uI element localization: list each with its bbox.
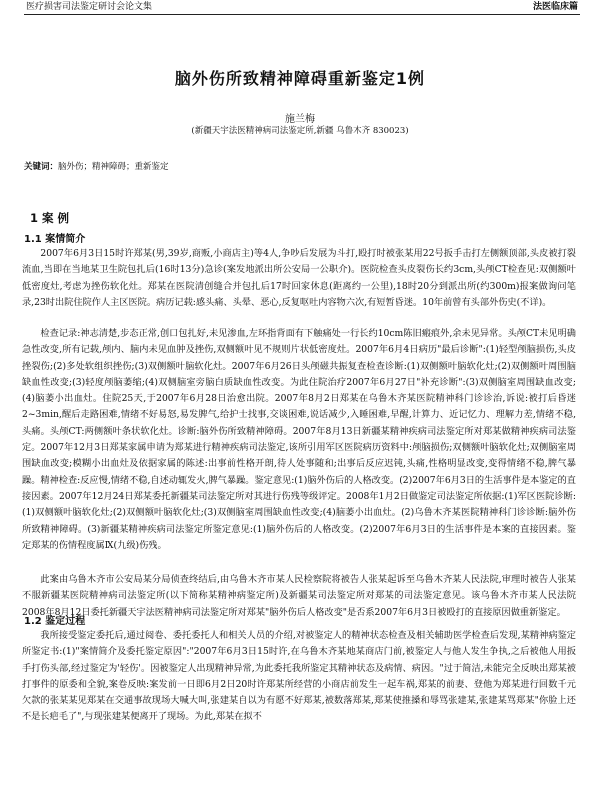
author-affiliation: (新疆天宇法医精神病司法鉴定所,新疆 乌鲁木齐 830023) <box>191 126 409 136</box>
keywords-line <box>24 160 576 172</box>
subsection-heading-process: 1.2 鉴定过程 <box>24 616 86 627</box>
author-name: 施兰梅 <box>285 114 315 125</box>
paragraph-2: 检查记录:神志清楚,步态正常,创口包扎好,未见渗血,左环指背面有下触痛处一行长约10cm陈旧瘢痕外,余未见异常。头颅CT未见明确急性改变,所有记载,颅内、脑内未见血肿及挫伤,双侧额叶见不规则片状低密度灶。2007年6月4日病历"最后诊断":(1)轻型颅脑损伤,头皮挫裂伤;(2)多处软组织挫伤;(3)双侧额叶脑软化灶。2007年6月26日头颅磁共振复查检查诊断:(1)双侧额叶脑软化灶;(2)双侧额叶周围脑缺血性改变;(3)轻度颅脑萎缩;(4)双侧脑室旁脑白质缺血性改变。为此住院治疗2007年6月27日"补充诊断":(3)双侧脑室周围缺血改变;(4)脑萎小出血灶。住院25天,于2007年6月28日治愈出院。2007年8月2日郑某在乌鲁木齐某医院精神科门诊诊治,诉说:被打后昏迷2~3min,醒后走路困难,情绪不好易怒,易发脾气,给护士找事,交谈困难,说话减少,入睡困难,早醒,计算力、近记忆力、理解力差,情绪不稳,头痛。头颅CT:两侧额叶条状软化灶。诊断:脑外伤所致精神障碍。2007年8月13日新疆某精神疾病司法鉴定所对郑某做精神疾病司法鉴定。2007年12月3日郑某家属申请为郑某进行精神疾病司法鉴定,该所引用军区医院病历资料中:颅脑损伤;双侧额叶脑软化灶;双侧脑室周围缺血改变;模糊小出血灶及依据家属的陈述:出事前性格开朗,待人处事随和;出事后反应迟钝,头痛,性格明显改变,变得情绪不稳,脾气暴躁。精神检查:反应慢,情绪不稳,自述动辄发火,脾气暴躁。鉴定意见:(1)脑外伤后的人格改变。(2)2007年6月3日的生活事件是本鉴定的直接因素。2007年12月24日郑某委托新疆某司法鉴定所对其进行伤残等级评定。2008年1月2日做鉴定司法鉴定所依据:(1)军区医院诊断:(1)双侧额叶脑软化灶;(2)双侧额叶脑软化灶;(3)双侧脑室周围缺血性改变;(4)脑萎小出血灶。(2)乌鲁木齐某医院精神科门诊诊断:脑外伤所致精神障碍。(3)新疆某精神疾病司法鉴定所鉴定意见:(1)脑外伤后的人格改变。(2)2007年6月3日的生活事件是本案的直接因素。鉴定郑某的伤情程度属Ⅸ(九级)伤残。 <box>22 328 576 551</box>
running-header <box>24 2 580 15</box>
section-name: 法医临床篇 <box>532 2 578 12</box>
section-heading-case: 1 案 例 <box>30 211 70 225</box>
keywords-label: 关键词： <box>24 162 59 172</box>
paragraph-4: 我所接受鉴定委托后,通过阅卷、委托委托人和相关人员的介绍,对被鉴定人的精神状态检查及相关辅助医学检查后发现,某精神病鉴定所鉴定书:(1)"案情简介及委托鉴定原因":"2007年6月3日15时许,在乌鲁木齐某地某商店门前,被鉴定人与他人发生争执,之后被他人用扳手打伤头部,经过鉴定为'轻伤'。因被鉴定人出现精神异常,为此委托我所鉴定其精神状态及病情、病因。"过于简洁,未能完全反映出郑某被打事件的原委和全貌,案卷反映:案发前一日即6月2日20时许郑某所经营的小商店前发生一起车祸,郑某的前妻、登他为郑某进行回数千元欠款的张某某见郑某在交通事故现场大喊大叫,张建某自以为有愿不好郑某,被数落郑某,郑某使推搡和辱骂张建某,张建某骂郑某"你脸上还不是长疤毛了",与现张建某便离开了现场。为此,郑某在拟不 <box>22 630 576 723</box>
article-title: 脑外伤所致精神障碍重新鉴定1例 <box>174 69 426 88</box>
journal-name: 医疗损害司法鉴定研讨会论文集 <box>26 2 153 12</box>
paragraph-1: 2007年6月3日15时许郑某(男,39岁,商贩,小商店主)等4人,争吵后发展为斗打,殴打时被张某用22号扳手击打左侧额顶部,头皮被打裂流血,当即在当地某卫生院包扎后(16时13分)急诊(案发地派出所公安局一公职介)。医院检查头皮裂伤长约3cm,头颅CT检查见:双侧额叶低密度灶,考虑为挫伤软化灶。郑某在医院清创缝合并包扎后17时回家休息(距离约一公里),18时20分到派出所(约300m)报案做询问笔录,23时出院住院作人主区医院。病历记载:感头痛、头晕、恶心,反复呕吐内容物六次,有短暂昏迷。10年前曾有头部外伤史(不详)。 <box>22 248 576 308</box>
subsection-heading-brief: 1.1 案情简介 <box>24 234 86 245</box>
paragraph-3: 此案由乌鲁木齐市公安局某分局侦查终结后,由乌鲁木齐市某人民检察院将被告人张某起诉至乌鲁木齐某人民法院,审理时被告人张某不服新疆某医院精神病司法鉴定所(以下简称某精神病鉴定所)及新疆某司法鉴定所对郑某的司法鉴定意见。该乌鲁木齐市某人民法院2008年8月12日委托新疆天宇法医精神病司法鉴定所对郑某"脑外伤后人格改变"是否系2007年6月3日被殴打的直接原因做重新鉴定。 <box>22 574 576 618</box>
keywords-text: 脑外伤；精神障碍；重新鉴定 <box>58 162 169 172</box>
